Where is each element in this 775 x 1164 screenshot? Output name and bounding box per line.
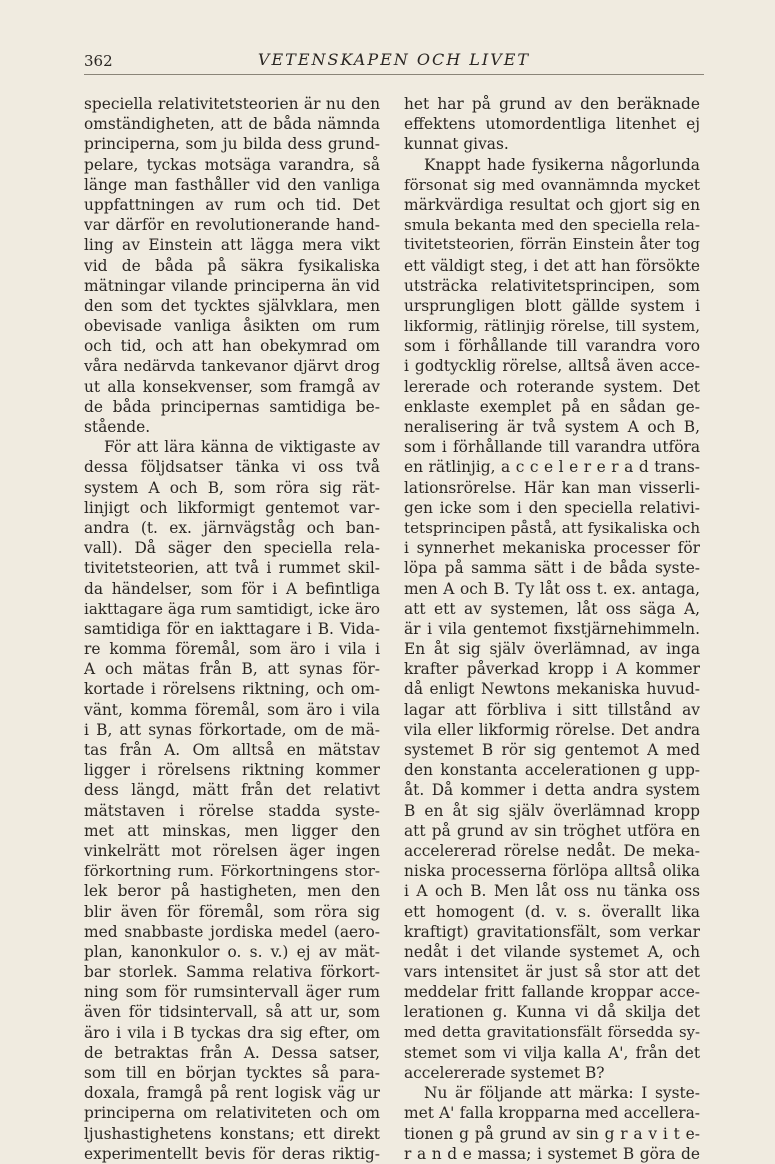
text-line: ut alla konsekvenser, som framgå av bbox=[84, 377, 380, 396]
text-line: gen icke som i den speciella relativi- bbox=[404, 498, 700, 517]
text-line: ett väldigt steg, i det att han försökte bbox=[404, 256, 700, 275]
text-line: då enligt Newtons mekaniska huvud- bbox=[404, 680, 700, 699]
text-line: även för tidsintervall, så att ur, som bbox=[84, 1003, 380, 1022]
text-line: utsträcka relativitetsprincipen, som bbox=[404, 276, 700, 295]
text-line: A och mätas från B, att synas för- bbox=[84, 660, 380, 679]
text-line: lationsrörelse. Här kan man visserli- bbox=[404, 478, 700, 497]
text-line: lagar att förbliva i sitt tillstånd av bbox=[404, 700, 700, 719]
text-line: ljushastighetens konstans; ett direkt bbox=[84, 1124, 380, 1143]
text-line: tivitetsteorien, förrän Einstein åter tog bbox=[404, 236, 700, 254]
text-line: För att lära känna de viktigaste av bbox=[104, 438, 380, 457]
text-line: länge man fasthåller vid den vanliga bbox=[84, 175, 380, 194]
page-number: 362 bbox=[84, 52, 113, 70]
text-line: den konstanta accelerationen g upp- bbox=[404, 761, 700, 780]
running-title: VETENSKAPEN OCH LIVET bbox=[257, 50, 531, 69]
text-line: stemet som vi vilja kalla A', från det bbox=[404, 1043, 700, 1062]
text-line: iakttagare äga rum samtidigt, icke äro bbox=[84, 599, 380, 618]
text-line: var därför en revolutionerande hand- bbox=[84, 216, 380, 235]
text-line: men A och B. Ty låt oss t. ex. antaga, bbox=[404, 579, 700, 598]
text-line: äro i vila i B tyckas dra sig efter, om bbox=[84, 1023, 380, 1042]
text-line: blir även för föremål, som röra sig bbox=[84, 902, 380, 921]
text-line: i A och B. Men låt oss nu tänka oss bbox=[404, 882, 700, 901]
text-line: accelererade systemet B? bbox=[404, 1064, 605, 1082]
text-line: nedåt i det vilande systemet A, och bbox=[404, 942, 700, 961]
text-line: ning som för rumsintervall äger rum bbox=[84, 983, 380, 1002]
text-line: system A och B, som röra sig rät- bbox=[84, 478, 380, 497]
text-line: ling av Einstein att lägga mera vikt bbox=[84, 236, 380, 255]
text-line: vid de båda på säkra fysikaliska bbox=[84, 256, 380, 275]
text-line: tetsprincipen påstå, att fysikaliska och bbox=[404, 518, 701, 537]
text-line: ett homogent (d. v. s. överallt lika bbox=[404, 902, 700, 921]
text-line: vänt, komma föremål, som äro i vila bbox=[84, 700, 380, 719]
text-line: dessa följdsatser tänka vi oss två bbox=[84, 458, 380, 477]
text-line: mätningar vilande principerna än vid bbox=[84, 276, 380, 295]
text-line: met att minskas, men ligger den bbox=[84, 821, 380, 840]
text-line: vars intensitet är just så stor att det bbox=[404, 963, 700, 982]
text-line: löpa på samma sätt i de båda syste- bbox=[404, 559, 700, 578]
text-line: linjigt och likformigt gentemot var- bbox=[84, 498, 380, 517]
text-line: våra nedärvda tankevanor djärvt drog bbox=[84, 357, 380, 376]
text-line: som till en början tycktes så para- bbox=[84, 1064, 380, 1082]
text-line: neralisering är två system A och B, bbox=[404, 418, 700, 436]
text-line: vinkelrätt mot rörelsen äger ingen bbox=[84, 841, 380, 860]
text-line: som i förhållande till varandra voro bbox=[404, 337, 700, 356]
text-line: kunnat givas. bbox=[404, 135, 509, 154]
text-line: enklaste exemplet på en sådan ge- bbox=[404, 397, 700, 416]
text-line: med detta gravitationsfält försedda sy- bbox=[404, 1023, 700, 1041]
text-line: met A' falla kropparna med accellera- bbox=[404, 1104, 700, 1123]
text-line: i synnerhet mekaniska processer för bbox=[404, 539, 700, 558]
text-line: En åt sig själv överlämnad, av inga bbox=[404, 640, 700, 659]
text-line: förkortning rum. Förkortningens stor- bbox=[84, 862, 380, 881]
text-line: pelare, tyckas motsäga varandra, så bbox=[84, 155, 380, 174]
text-line: speciella relativitetsteorien är nu den bbox=[84, 95, 380, 113]
text-line: effektens utomordentliga litenhet ej bbox=[404, 115, 700, 134]
text-line: systemet B rör sig gentemot A med bbox=[404, 741, 700, 759]
text-line: ligger i rörelsens riktning kommer bbox=[84, 761, 380, 780]
text-line: principerna om relativiteten och om bbox=[84, 1104, 380, 1123]
text-line: i godtycklig rörelse, alltså även acce- bbox=[404, 357, 700, 376]
text-line: med snabbaste jordiska medel (aero- bbox=[84, 922, 380, 941]
text-line: dess längd, mätt från det relativt bbox=[84, 781, 380, 800]
text-line: ursprungligen blott gällde system i bbox=[404, 296, 700, 315]
text-line: att på grund av sin tröghet utföra en bbox=[404, 821, 700, 840]
text-line: märkvärdiga resultat och gjort sig en bbox=[404, 195, 700, 214]
left-column bbox=[84, 94, 380, 1164]
text-line: försonat sig med ovannämnda mycket bbox=[404, 175, 700, 194]
right-column bbox=[404, 94, 700, 1164]
text-line: niska processerna förlöpa alltså olika bbox=[404, 862, 700, 881]
text-line: att ett av systemen, låt oss säga A, bbox=[404, 599, 700, 618]
text-line: omständigheten, att de båda nämnda bbox=[84, 115, 380, 134]
text-line: lererade och roterande system. Det bbox=[404, 377, 700, 396]
text-line: som i förhållande till varandra utföra bbox=[404, 438, 700, 457]
text-line: stående. bbox=[84, 418, 151, 436]
text-line: plan, kanonkulor o. s. v.) ej av mät- bbox=[84, 942, 380, 961]
text-line: lek beror på hastigheten, men den bbox=[84, 882, 380, 901]
text-line: tivitetsteorien, att två i rummet skil- bbox=[84, 559, 380, 578]
text-line: krafter påverkad kropp i A kommer bbox=[404, 660, 700, 679]
text-line: mätstaven i rörelse stadda syste- bbox=[84, 801, 380, 820]
text-line: Nu är följande att märka: I syste- bbox=[424, 1084, 700, 1103]
text-line: de betraktas från A. Dessa satser, bbox=[84, 1043, 380, 1062]
text-line: den som det tycktes självklara, men bbox=[84, 296, 380, 315]
text-line: samtidiga för en iakttagare i B. Vida- bbox=[84, 619, 380, 638]
text-line: är i vila gentemot fixstjärnehimmeln. bbox=[404, 619, 700, 638]
text-line: r a n d e massa; i systemet B göra de bbox=[404, 1144, 700, 1163]
text-line: experimentellt bevis för deras riktig- bbox=[84, 1144, 380, 1163]
text-line: tionen g på grund av sin g r a v i t e- bbox=[404, 1124, 700, 1143]
text-line: B en åt sig själv överlämnad kropp bbox=[404, 801, 700, 820]
text-line: Knappt hade fysikerna någorlunda bbox=[424, 155, 700, 174]
text-line: principerna, som ju bilda dess grund- bbox=[84, 135, 380, 154]
text-line: smula bekanta med den speciella rela- bbox=[404, 216, 700, 235]
text-line: de båda principernas samtidiga be- bbox=[84, 397, 380, 416]
text-line: vila eller likformig rörelse. Det andra bbox=[404, 720, 700, 739]
text-line: i B, att synas förkortade, om de mä- bbox=[84, 720, 380, 739]
text-line: uppfattningen av rum och tid. Det bbox=[84, 195, 380, 214]
text-line: het har på grund av den beräknade bbox=[404, 95, 700, 113]
text-line: bar storlek. Samma relativa förkort- bbox=[84, 963, 380, 982]
text-line: da händelser, som för i A befintliga bbox=[84, 579, 380, 598]
text-line: re komma föremål, som äro i vila i bbox=[84, 640, 380, 659]
text-line: en rätlinjig, a c c e l e r e r a d trans- bbox=[404, 458, 700, 477]
text-line: kraftigt) gravitationsfält, som verkar bbox=[404, 922, 700, 941]
text-line: lerationen g. Kunna vi då skilja det bbox=[404, 1003, 700, 1022]
text-line: och tid, och att han obekymrad om bbox=[84, 337, 380, 356]
text-line: likformig, rätlinjig rörelse, till system, bbox=[404, 317, 700, 336]
text-line: accelererad rörelse nedåt. De meka- bbox=[404, 841, 700, 860]
text-line: meddelar fritt fallande kroppar acce- bbox=[404, 983, 700, 1002]
text-line: andra (t. ex. järnvägståg och ban- bbox=[84, 518, 380, 537]
text-line: åt. Då kommer i detta andra system bbox=[404, 781, 700, 800]
text-line: tas från A. Om alltså en mätstav bbox=[84, 741, 380, 759]
page-header bbox=[84, 50, 704, 75]
text-line: obevisade vanliga åsikten om rum bbox=[84, 317, 380, 336]
text-line: kortade i rörelsens riktning, och om- bbox=[84, 680, 380, 699]
text-line: doxala, framgå på rent logisk väg ur bbox=[84, 1084, 380, 1103]
text-line: vall). Då säger den speciella rela- bbox=[84, 539, 380, 558]
